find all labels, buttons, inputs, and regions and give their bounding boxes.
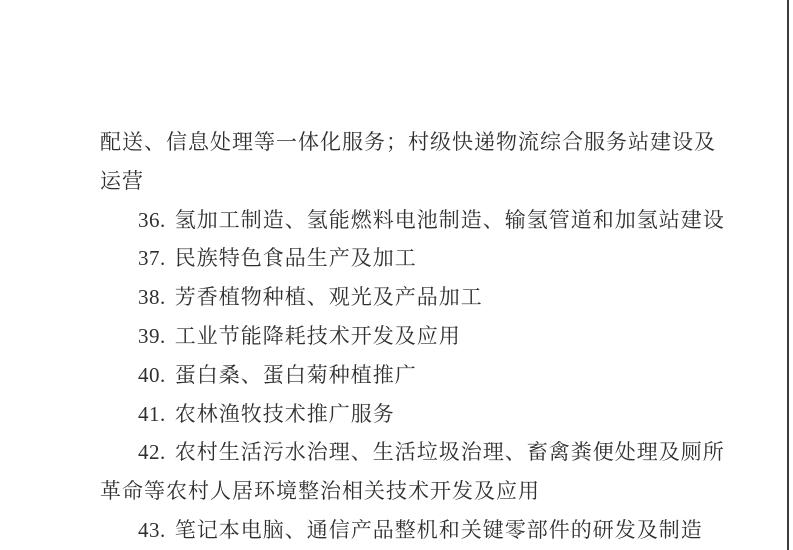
list-item-39 bbox=[100, 317, 760, 356]
list-item-text: 笔记本电脑、通信产品整机和关键零部件的研发及制造 bbox=[174, 517, 703, 542]
document-text-block bbox=[100, 123, 760, 550]
list-item-43 bbox=[100, 511, 760, 550]
list-item-42-continuation bbox=[100, 472, 760, 511]
page-right-border bbox=[787, 0, 789, 550]
list-item-number: 42. bbox=[138, 440, 166, 465]
list-item-number: 39. bbox=[138, 323, 166, 348]
list-item-38 bbox=[100, 278, 760, 317]
line-text: 配送、信息处理等一体化服务；村级快递物流综合服务站建设及 bbox=[100, 130, 716, 154]
list-item-text: 工业节能降耗技术开发及应用 bbox=[174, 323, 461, 348]
list-item-40 bbox=[100, 356, 760, 395]
list-item-42 bbox=[100, 433, 760, 472]
list-item-37 bbox=[100, 239, 760, 278]
paragraph-continuation-line bbox=[100, 162, 760, 201]
list-item-number: 43. bbox=[138, 517, 166, 542]
list-item-41 bbox=[100, 395, 760, 434]
line-text: 运营 bbox=[100, 168, 144, 193]
list-item-text: 农林渔牧技术推广服务 bbox=[174, 401, 395, 426]
list-item-text: 蛋白桑、蛋白菊种植推广 bbox=[174, 362, 417, 387]
list-item-number: 38. bbox=[138, 285, 166, 310]
list-item-36 bbox=[100, 201, 760, 240]
list-item-text: 氢加工制造、氢能燃料电池制造、输氢管道和加氢站建设 bbox=[174, 207, 725, 232]
list-item-number: 41. bbox=[138, 401, 166, 426]
line-text: 革命等农村人居环境整治相关技术开发及应用 bbox=[100, 479, 540, 504]
list-item-text: 民族特色食品生产及加工 bbox=[174, 246, 417, 271]
list-item-text: 芳香植物种植、观光及产品加工 bbox=[174, 285, 483, 310]
list-item-text: 农村生活污水治理、生活垃圾治理、畜禽粪便处理及厕所 bbox=[174, 440, 725, 465]
paragraph-continuation-line bbox=[100, 123, 760, 162]
list-item-number: 40. bbox=[138, 362, 166, 387]
list-item-number: 37. bbox=[138, 246, 166, 271]
list-item-number: 36. bbox=[138, 207, 166, 232]
